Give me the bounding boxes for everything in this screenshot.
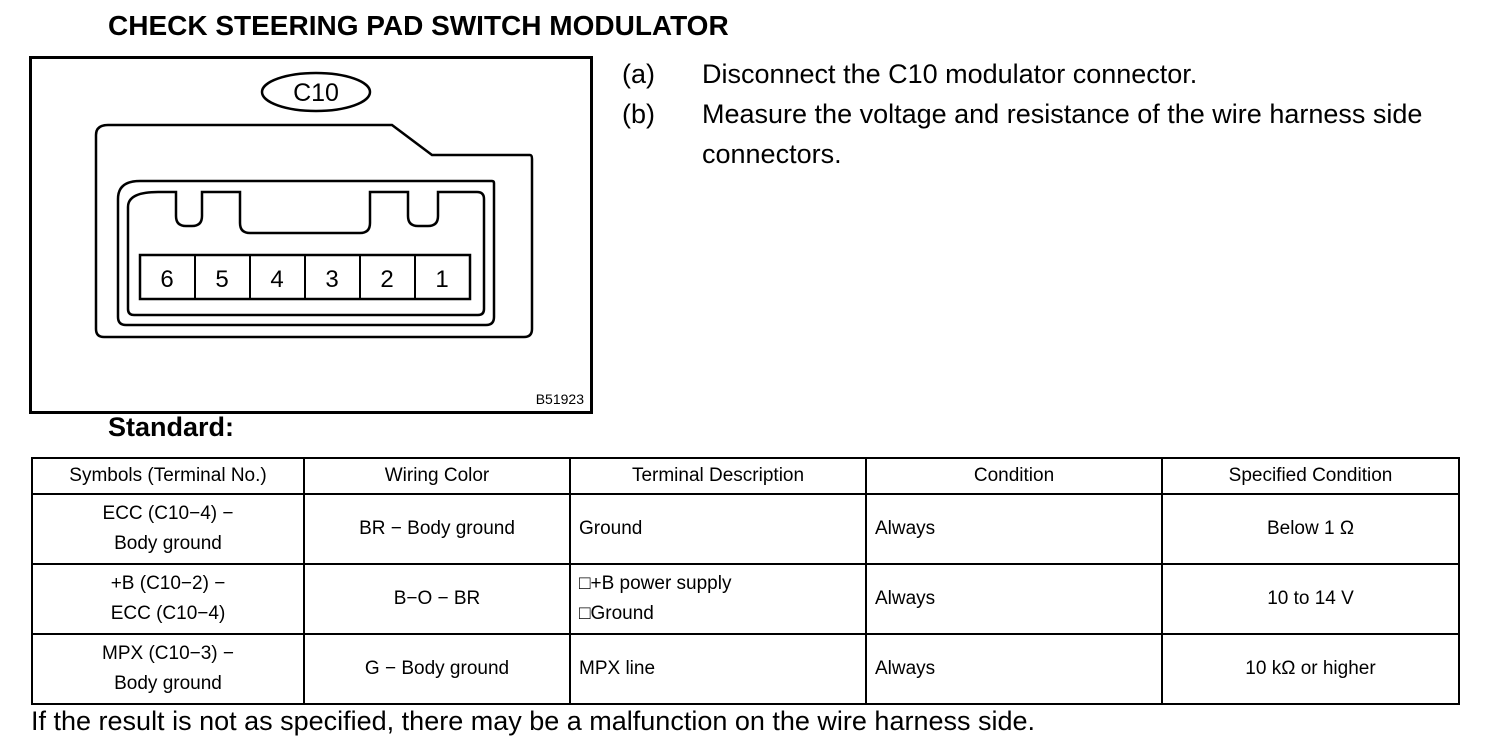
figure-code: B51923 <box>535 391 584 407</box>
step-text: Disconnect the C10 modulator connector. <box>702 59 1198 89</box>
connector-housing <box>96 125 532 337</box>
step-b <box>622 94 1462 174</box>
step-marker: (b) <box>622 99 655 129</box>
cell-condition: Always <box>866 494 1162 564</box>
cell-wiring: B−O − BR <box>304 564 570 634</box>
spec-table <box>31 457 1460 705</box>
col-header-wiring-color: Wiring Color <box>304 458 570 494</box>
pin-label: 4 <box>270 266 284 293</box>
connector-diagram <box>32 59 590 411</box>
cell-description: MPX line <box>570 634 866 704</box>
col-header-terminal-description: Terminal Description <box>570 458 866 494</box>
pin-label: 6 <box>160 266 174 293</box>
pin-row <box>140 255 470 299</box>
cell-condition: Always <box>866 564 1162 634</box>
table-row <box>32 564 1459 634</box>
cell-description: Ground <box>570 494 866 564</box>
step-text: Measure the voltage and resistance of the wire harness side connectors. <box>702 99 1423 169</box>
cell-symbol: +B (C10−2) − ECC (C10−4) <box>32 564 304 634</box>
cell-condition: Always <box>866 634 1162 704</box>
connector-figure <box>29 56 593 414</box>
cell-specified: 10 kΩ or higher <box>1162 634 1459 704</box>
cell-symbol: ECC (C10−4) − Body ground <box>32 494 304 564</box>
footer-note: If the result is not as specified, there may be a malfunction on the wire harness side. <box>31 706 1036 736</box>
cell-description: □+B power supply □Ground <box>570 564 866 634</box>
cell-specified: Below 1 Ω <box>1162 494 1459 564</box>
pin-label: 5 <box>215 266 229 293</box>
table-row <box>32 494 1459 564</box>
cell-symbol: MPX (C10−3) − Body ground <box>32 634 304 704</box>
pin-label: 1 <box>435 266 449 293</box>
cell-specified: 10 to 14 V <box>1162 564 1459 634</box>
page-heading: CHECK STEERING PAD SWITCH MODULATOR <box>108 10 729 41</box>
col-header-condition: Condition <box>866 458 1162 494</box>
col-header-specified-condition: Specified Condition <box>1162 458 1459 494</box>
connector-label: C10 <box>293 79 339 107</box>
col-header-symbols: Symbols (Terminal No.) <box>32 458 304 494</box>
instruction-steps <box>622 54 1462 174</box>
step-a <box>622 54 1462 94</box>
table-header-row <box>32 458 1459 494</box>
standard-label: Standard: <box>108 412 235 442</box>
pin-label: 3 <box>325 266 339 293</box>
table-row <box>32 634 1459 704</box>
step-marker: (a) <box>622 59 655 89</box>
pin-label: 2 <box>380 266 394 293</box>
cell-wiring: BR − Body ground <box>304 494 570 564</box>
cell-wiring: G − Body ground <box>304 634 570 704</box>
